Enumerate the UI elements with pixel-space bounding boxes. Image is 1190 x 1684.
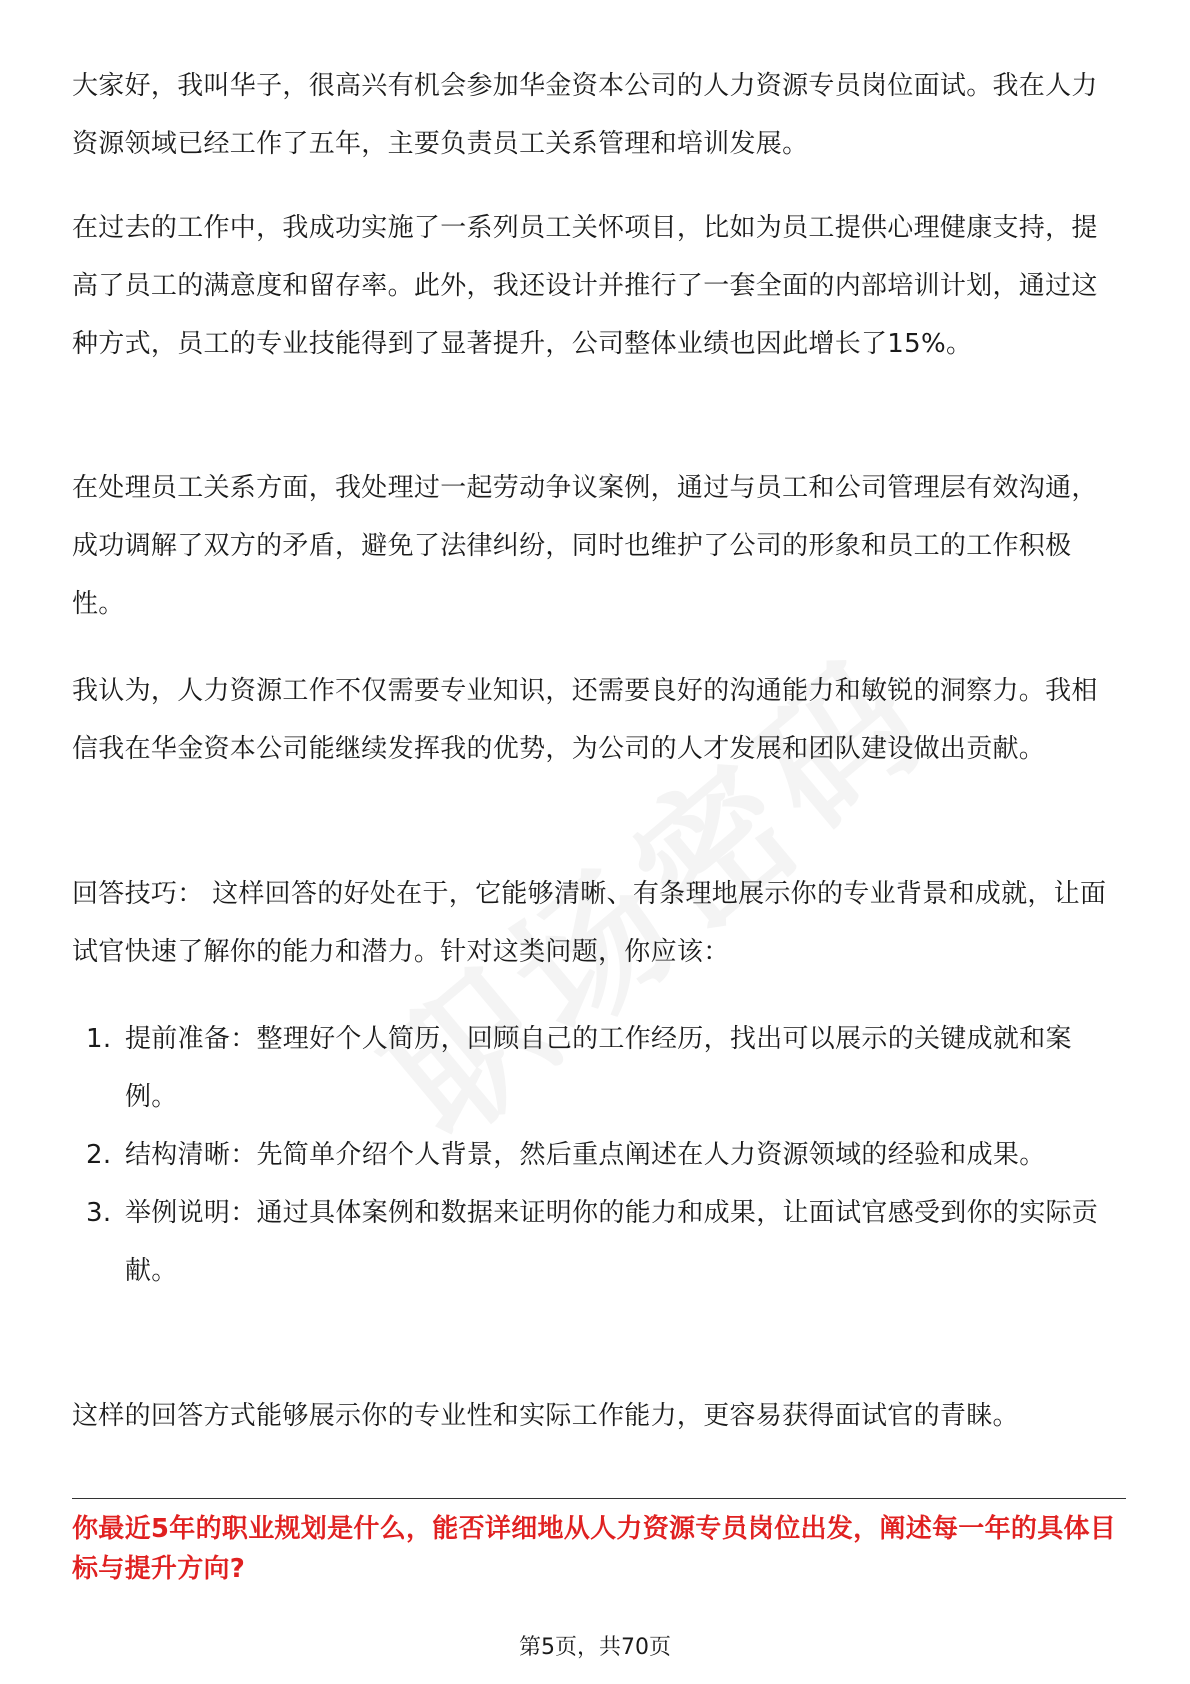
paragraph-summary: 这样的回答方式能够展示你的专业性和实际工作能力，更容易获得面试官的青睐。 [72, 1401, 1019, 1431]
list-item [72, 1126, 1122, 1184]
tips-list [72, 1010, 1122, 1300]
list-item-text: 举例说明：通过具体案例和数据来证明你的能力和成果，让面试官感受到你的实际贡献。 [125, 1198, 1099, 1286]
paragraph-intro: 大家好，我叫华子，很高兴有机会参加华金资本公司的人力资源专员岗位面试。我在人力资源领域已经工作了五年，主要负责员工关系管理和培训发展。 [72, 71, 1098, 159]
list-item [72, 1010, 1122, 1126]
page-number-footer: 第5页，共70页 [519, 1635, 671, 1660]
list-item-number: 3. [86, 1198, 112, 1228]
list-item-text: 提前准备：整理好个人简历，回顾自己的工作经历，找出可以展示的关键成就和案例。 [125, 1024, 1072, 1112]
list-item-number: 1. [86, 1024, 112, 1054]
next-question-heading: 你最近5年的职业规划是什么，能否详细地从人力资源专员岗位出发，阐述每一年的具体目标与提升方向? [72, 1514, 1117, 1584]
paragraph-conclusion: 我认为，人力资源工作不仅需要专业知识，还需要良好的沟通能力和敏锐的洞察力。我相信我在华金资本公司能继续发挥我的优势，为公司的人才发展和团队建设做出贡献。 [72, 676, 1098, 764]
paragraph-achievements: 在过去的工作中，我成功实施了一系列员工关怀项目，比如为员工提供心理健康支持，提高了员工的满意度和留存率。此外，我还设计并推行了一套全面的内部培训计划，通过这种方式，员工的专业技能得到了显著提升，公司整体业绩也因此增长了15%。 [72, 213, 1098, 359]
section-divider [72, 1498, 1126, 1499]
list-item-text: 结构清晰：先简单介绍个人背景，然后重点阐述在人力资源领域的经验和成果。 [125, 1140, 1046, 1170]
list-item-number: 2. [86, 1140, 112, 1170]
list-item [72, 1184, 1122, 1300]
paragraph-answer-tips: 回答技巧： 这样回答的好处在于，它能够清晰、有条理地展示你的专业背景和成就，让面试官快速了解你的能力和潜力。针对这类问题，你应该： [72, 879, 1107, 967]
paragraph-employee-relations: 在处理员工关系方面，我处理过一起劳动争议案例，通过与员工和公司管理层有效沟通，成功调解了双方的矛盾，避免了法律纠纷，同时也维护了公司的形象和员工的工作积极性。 [72, 473, 1098, 619]
